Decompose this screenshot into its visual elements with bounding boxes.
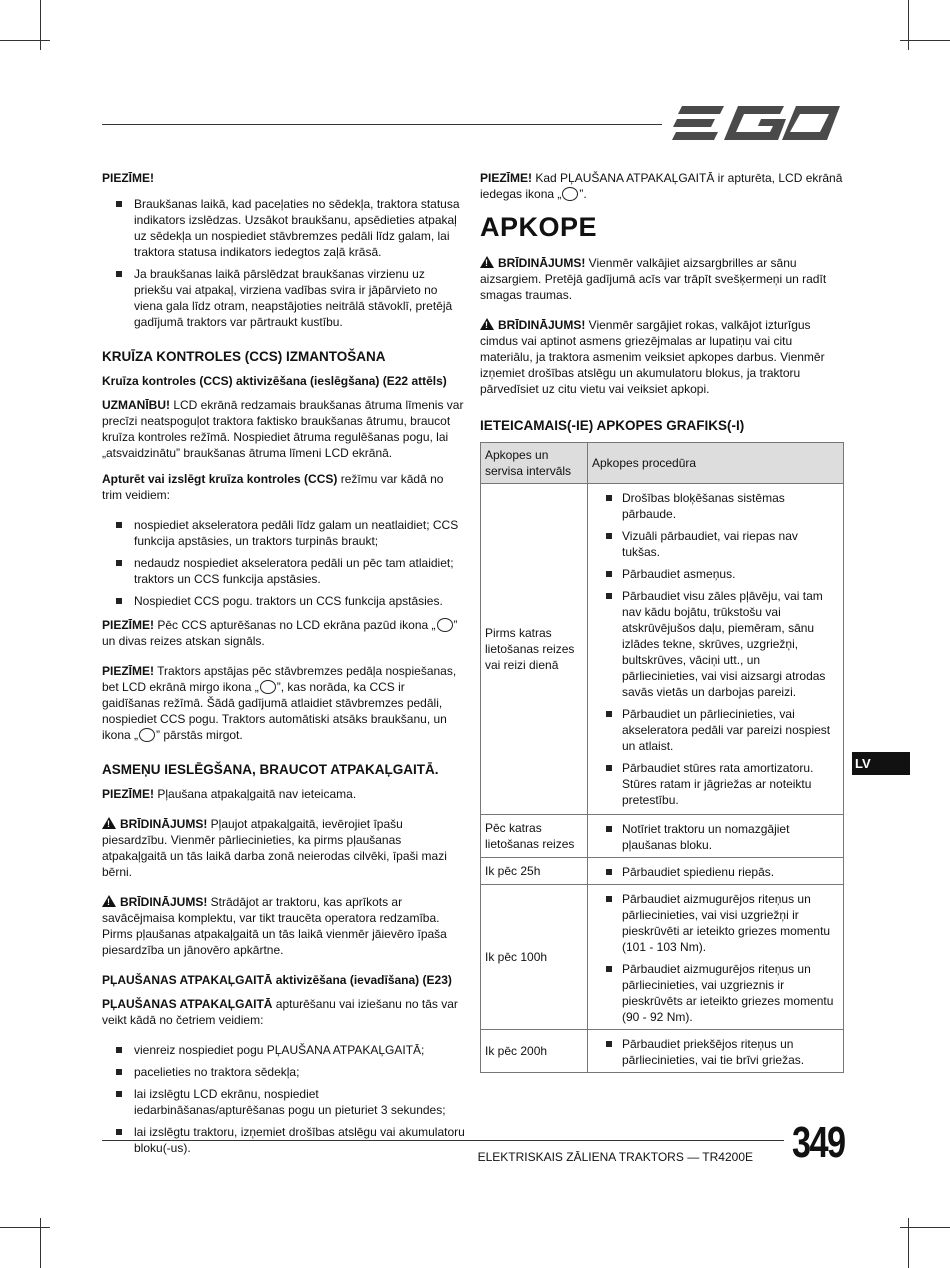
warning-paragraph (102, 894, 466, 958)
warning-paragraph (480, 317, 844, 397)
procedure-cell (588, 885, 844, 1030)
note-text: Pēc CCS apturēšanas no LCD ekrāna pazūd ikona „ (154, 618, 436, 632)
note-text: ” pārstās mirgot. (156, 728, 243, 742)
note-text: ” un divas reizes atskan signāls. (102, 618, 458, 648)
crop-mark (40, 0, 41, 50)
list-item: Nospiediet CCS pogu. traktors un CCS funkcija apstāsies. (102, 593, 466, 609)
table-row (481, 815, 844, 858)
column-header: Apkopes procedūra (588, 443, 844, 484)
warning-text: Vienmēr sargājiet rokas, valkājot izturīgus cimdus vai aptinot asmens griezējmalas ar lupatiņu vai citu materiālu, ja traktora asmenim veiksiet apkopes darbus. Vienmēr izņemiet drošības atslēgu un akumulatoru blokus, ja traktoru pārvedīsiet uz citu vietu vai veiksiet apkopi. (480, 318, 825, 396)
note-text: Traktors apstājas pēc stāvbremzes pedāļa nospiešanas, bet LCD ekrānā mirgo ikona „ (102, 664, 457, 694)
page-title: APKOPE (480, 212, 598, 242)
list-item: pacelieties no traktora sēdekļa; (102, 1064, 466, 1080)
reverse-bold: PĻAUŠANAS ATPAKAĻGAITĀ (102, 997, 273, 1011)
procedure-cell (588, 815, 844, 858)
warning-label: BRĪDINĀJUMS! (498, 256, 586, 270)
stop-paragraph (102, 471, 466, 503)
list-item: lai izslēgtu LCD ekrānu, nospiediet iedarbināšanas/apturēšanas pogu un pieturiet 3 sekundes; (102, 1086, 466, 1118)
crop-mark (0, 40, 50, 41)
crop-mark (908, 0, 909, 50)
reverse-subheading: PĻAUŠANAS ATPAKAĻGAITĀ aktivizēšana (ievadīšana) (E23) (102, 973, 452, 987)
list-item: Notīriet traktoru un nomazgājiet pļaušanas bloku. (594, 821, 837, 853)
note-label: PIEZĪME! (102, 664, 155, 678)
note-text: ”. (579, 187, 587, 201)
list-item: Pārbaudiet un pārliecinieties, vai akseleratora pedāli var pareizi nospiest un atlaist. (594, 706, 837, 754)
table-header-row (481, 443, 844, 484)
crop-mark (900, 40, 950, 41)
procedure-cell (588, 858, 844, 885)
table-row (481, 885, 844, 1030)
schedule-heading: IETEICAMAIS(-IE) APKOPES GRAFIKS(-I) (480, 418, 745, 433)
ccs-icon (139, 728, 155, 742)
list-item: lai izslēgtu traktoru, izņemiet drošības atslēgu vai akumulatoru bloku(-us). (102, 1124, 466, 1156)
crop-mark (40, 1218, 41, 1268)
interval-cell: Ik pēc 100h (481, 885, 588, 1030)
note-paragraph (102, 786, 466, 802)
note-text: Kad PĻAUŠANA ATPAKAĻGAITĀ ir apturēta, LCD ekrānā iedegas ikona „ (480, 171, 843, 201)
note-label: PIEZĪME! (102, 618, 155, 632)
warning-icon (102, 817, 116, 829)
table-row (481, 484, 844, 815)
list-item: Drošības bloķēšanas sistēmas pārbaude. (594, 490, 837, 522)
header-rule (102, 124, 662, 125)
note-label: PIEZĪME! (480, 171, 533, 185)
language-tab: LV (852, 752, 910, 775)
note-list (102, 196, 466, 330)
crop-mark (0, 1227, 50, 1228)
right-column (480, 170, 844, 1073)
note-paragraph (102, 617, 466, 649)
maintenance-table (480, 442, 844, 1073)
warning-icon (102, 895, 116, 907)
warning-text: Pļaujot atpakaļgaitā, ievērojiet īpašu piesardzību. Vienmēr pārliecinieties, ka pirms pļaušanas atpakaļgaitā un tās laikā darba zonā neierodas cilvēki, īpaši mazi bērni. (102, 817, 447, 879)
stop-list (102, 517, 466, 609)
column-header: Apkopes un servisa intervāls (481, 443, 588, 484)
table-row (481, 858, 844, 885)
warning-text: Vienmēr valkājiet aizsargbrilles ar sānu aizsargiem. Pretējā gadījumā acīs var trāpīt svešķermeņi un radīt smagas traumas. (480, 256, 827, 302)
note-label: PIEZĪME! (102, 787, 155, 801)
caution-paragraph (102, 397, 466, 461)
warning-paragraph (480, 255, 844, 303)
list-item: Pārbaudiet asmeņus. (594, 566, 837, 582)
list-item: Pārbaudiet spiedienu riepās. (594, 864, 837, 880)
list-item: Ja braukšanas laikā pārslēdzat braukšanas virzienu uz priekšu vai atpakaļ, virziena vadības svira ir jāpārvieto no viena gala līdz otram, neapstājoties neitrālā stāvoklī, pretējā gadījumā traktors var pārtraukt kustību. (102, 266, 466, 330)
crop-mark (900, 1227, 950, 1228)
crop-mark (908, 1218, 909, 1268)
list-item: Pārbaudiet priekšējos riteņus un pārliecinieties, vai tie brīvi griežas. (594, 1036, 837, 1068)
interval-cell: Pēc katras lietošanas reizes (481, 815, 588, 858)
list-item: Pārbaudiet aizmugurējos riteņus un pārliecinieties, vai visi uzgriežņi ir pieskrūvēti ar ieteikto griezes momentu (101 - 103 Nm). (594, 891, 837, 955)
stop-bold: Apturēt vai izslēgt kruīza kontroles (CCS) (102, 472, 338, 486)
list-item: Vizuāli pārbaudiet, vai riepas nav tukšas. (594, 528, 837, 560)
interval-cell: Ik pēc 200h (481, 1030, 588, 1073)
note-paragraph (480, 170, 844, 202)
blades-heading: ASMEŅU IESLĒGŠANA, BRAUCOT ATPAKAĻGAITĀ. (102, 762, 439, 777)
table-row (481, 1030, 844, 1073)
caution-text: LCD ekrānā redzamais braukšanas ātruma līmenis var precīzi neatspoguļot traktora faktisko braukšanas ātrumu, braucot kruīza kontroles režīmā. Nospiediet ātruma regulēšanas pogu, lai „atsvaidzinātu” braukšanas ātruma līmeni LCD ekrānā. (102, 398, 464, 460)
ccs-icon (437, 618, 453, 632)
ccs-icon (260, 680, 276, 694)
footer-rule (102, 1140, 784, 1141)
left-column (102, 170, 466, 1164)
list-item: Pārbaudiet aizmugurējos riteņus un pārliecinieties, vai uzgrieznis ir pieskrūvēts ar ieteikto griezes momentu (90 - 92 Nm). (594, 961, 837, 1025)
note-label: PIEZĪME! (102, 171, 155, 185)
caution-label: UZMANĪBU! (102, 398, 170, 412)
warning-label: BRĪDINĀJUMS! (120, 895, 208, 909)
warning-paragraph (102, 816, 466, 880)
procedure-cell (588, 1030, 844, 1073)
list-item: nospiediet akseleratora pedāli līdz galam un neatlaidiet; CCS funkcija apstāsies, un traktors turpinās braukt; (102, 517, 466, 549)
note-text: ”, kas norāda, ka CCS ir gaidīšanas režīmā. Šādā gadījumā atlaidiet stāvbremzes pedāli, nospiediet CCS pogu. Traktors automātiski atsāks braukšanu, un ikona „ (102, 680, 447, 742)
list-item: nedaudz nospiediet akseleratora pedāli un pēc tam atlaidiet; traktors un CCS funkcija apstāsies. (102, 555, 466, 587)
list-item: Braukšanas laikā, kad paceļaties no sēdekļa, traktora statusa indikators izslēdzas. Uzsākot braukšanu, apsēdieties atpakaļ uz sēdekļa un nospiediet stāvbremzes pedāli līdz galam, lai traktora statusa indikators iedegtos zaļā krāsā. (102, 196, 466, 260)
warning-icon (480, 256, 494, 268)
warning-label: BRĪDINĀJUMS! (120, 817, 208, 831)
reverse-text: apturēšanu vai iziešanu no tās var veikt kādā no četriem veidiem: (102, 997, 458, 1027)
page-number: 349 (792, 1118, 845, 1167)
stop-text: režīmu var kādā no trim veidiem: (102, 472, 444, 502)
warning-icon (480, 318, 494, 330)
list-item: vienreiz nospiediet pogu PĻAUŠANA ATPAKAĻGAITĀ; (102, 1042, 466, 1058)
interval-cell: Pirms katras lietošanas reizes vai reizi dienā (481, 484, 588, 815)
list-item: Pārbaudiet stūres rata amortizatoru. Stūres ratam ir jāgriežas ar noteiktu pretestību. (594, 760, 837, 808)
interval-cell: Ik pēc 25h (481, 858, 588, 885)
ccs-heading: KRUĪZA KONTROLES (CCS) IZMANTOŠANA (102, 349, 386, 364)
footer-title: ELEKTRISKAIS ZĀLIENA TRAKTORS — TR4200E (477, 1150, 753, 1164)
reverse-list (102, 1042, 466, 1156)
reverse-paragraph (102, 996, 466, 1028)
warning-text: Strādājot ar traktoru, kas aprīkots ar savācējmaisa komplektu, var tikt traucēta operatora redzamība. Pirms pļaušanas atpakaļgaitā un tās laikā vienmēr jāievēro īpaša piesardzība un jānovēro apkārtne. (102, 895, 447, 957)
ccs-subheading: Kruīza kontroles (CCS) aktivizēšana (ieslēgšana) (E22 attēls) (102, 374, 447, 388)
warning-label: BRĪDINĀJUMS! (498, 318, 586, 332)
list-item: Pārbaudiet visu zāles pļāvēju, vai tam nav kādu bojātu, trūkstošu vai atskrūvējušos daļu, piemēram, sānu izlādes tekne, skrūves, uzgriežņi, bultskrūves, vāciņi utt., un pārliecinieties, vai visi aizsargi atrodas savās vietās un darbojas pareizi. (594, 588, 837, 700)
reverse-mow-icon (562, 187, 578, 201)
procedure-cell (588, 484, 844, 815)
note-text: Pļaušana atpakaļgaitā nav ieteicama. (154, 787, 357, 801)
note-paragraph (102, 663, 466, 743)
ego-logo (672, 104, 844, 142)
